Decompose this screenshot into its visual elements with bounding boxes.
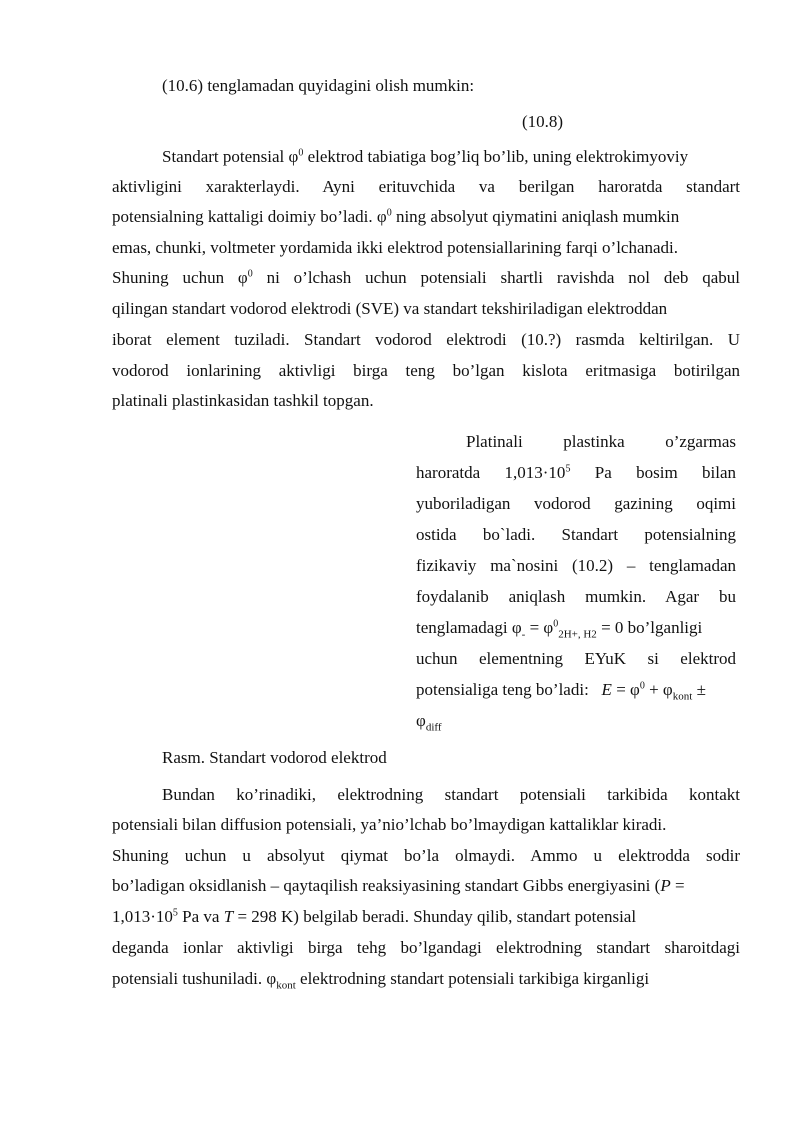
p2-line-3: Shuning uchun u absolyut qiymat bo’la olmaydi. Ammo u elektrodda sodir xyxy=(112,846,740,865)
p1-line-1: Standart potensial $\varphi^0$ elektrod tabiatiga bog’liq bo’lib, uning elektrokimyoviy xyxy=(162,147,689,166)
p2-line-7: potensiali tushuniladi. $\varphi_{kont}$ elektrodning standart potensiali tarkibiga kirganligi xyxy=(112,969,650,992)
side-line-3: yuboriladigan vodorod gazining oqimi xyxy=(416,494,736,513)
p1-line-9: platinali plastinkasidan tashkil topgan. xyxy=(112,391,374,410)
p1-line-6: qilingan standart vodorod elektrodi (SVE) va standart tekshiriladigan elektroddan xyxy=(112,299,668,318)
p2-line-5: $1,013\cdot 10^5$ Pa va T = 298 K) belgilab beradi. Shunday qilib, standart potensial xyxy=(112,907,637,926)
p1-line-2: aktivligini xarakterlaydi. Ayni erituvchida va berilgan haroratda standart xyxy=(112,177,740,196)
figure-caption: Rasm. Standart vodorod elektrod xyxy=(162,748,387,767)
p2-line-6: deganda ionlar aktivligi birga tehg bo’lgandagi elektrodning standart sharoitdagi xyxy=(112,938,740,957)
side-line-1: Platinali plastinka o’zgarmas xyxy=(466,432,736,451)
p1-line-8: vodorod ionlarining aktivligi birga teng bo’lgan kislota eritmasiga botirilgan xyxy=(112,361,740,380)
p1-line-4: emas, chunki, voltmeter yordamida ikki elektrod potensiallarining farqi o’lchanadi. xyxy=(112,238,679,257)
p1-line-3: potensialning kattaligi doimiy bo’ladi. $\varphi^0$ ning absolyut qiymatini aniqlash mumkin xyxy=(112,207,680,226)
p2-line-1: Bundan ko’rinadiki, elektrodning standart potensiali tarkibida kontakt xyxy=(162,785,740,804)
intro-line: (10.6) tenglamadan quyidagini olish mumkin: xyxy=(162,76,475,95)
side-line-8: uchun elementning EYuK si elektrod xyxy=(416,649,736,668)
side-line-10: $\varphi_{diff}$ xyxy=(416,711,442,734)
p2-line-4: bo’ladigan oksidlanish – qaytaqilish reaksiyasining standart Gibbs energiyasini (P = xyxy=(112,876,685,895)
side-line-9: potensialiga teng bo’ladi: $E = \varphi^0 + \varphi_{kont}$ ± xyxy=(416,680,706,703)
p1-line-5: Shuning uchun $\varphi^0$ ni o’lchash uchun potensiali shartli ravishda nol deb qabul xyxy=(112,268,740,287)
p2-line-2: potensiali bilan diffusion potensiali, ya’nio’lchab bo’lmaydigan kattaliklar kiradi. xyxy=(112,815,667,834)
equation-number: (10.8) xyxy=(522,112,564,131)
side-line-5: fizikaviy ma`nosini (10.2) – tenglamadan xyxy=(416,556,736,575)
side-line-6: foydalanib aniqlash mumkin. Agar bu xyxy=(416,587,736,606)
side-line-2: haroratda $1,013\cdot 10^5$ Pa bosim bilan xyxy=(416,463,737,482)
side-line-7: tenglamadagi $\varphi_- = \varphi^0_{2H+, H2} = 0$ bo’lganligi xyxy=(416,618,703,641)
p1-line-7: iborat element tuziladi. Standart vodorod elektrodi (10.?) rasmda keltirilgan. U xyxy=(112,330,740,349)
side-line-4: ostida bo`ladi. Standart potensialning xyxy=(416,525,736,544)
